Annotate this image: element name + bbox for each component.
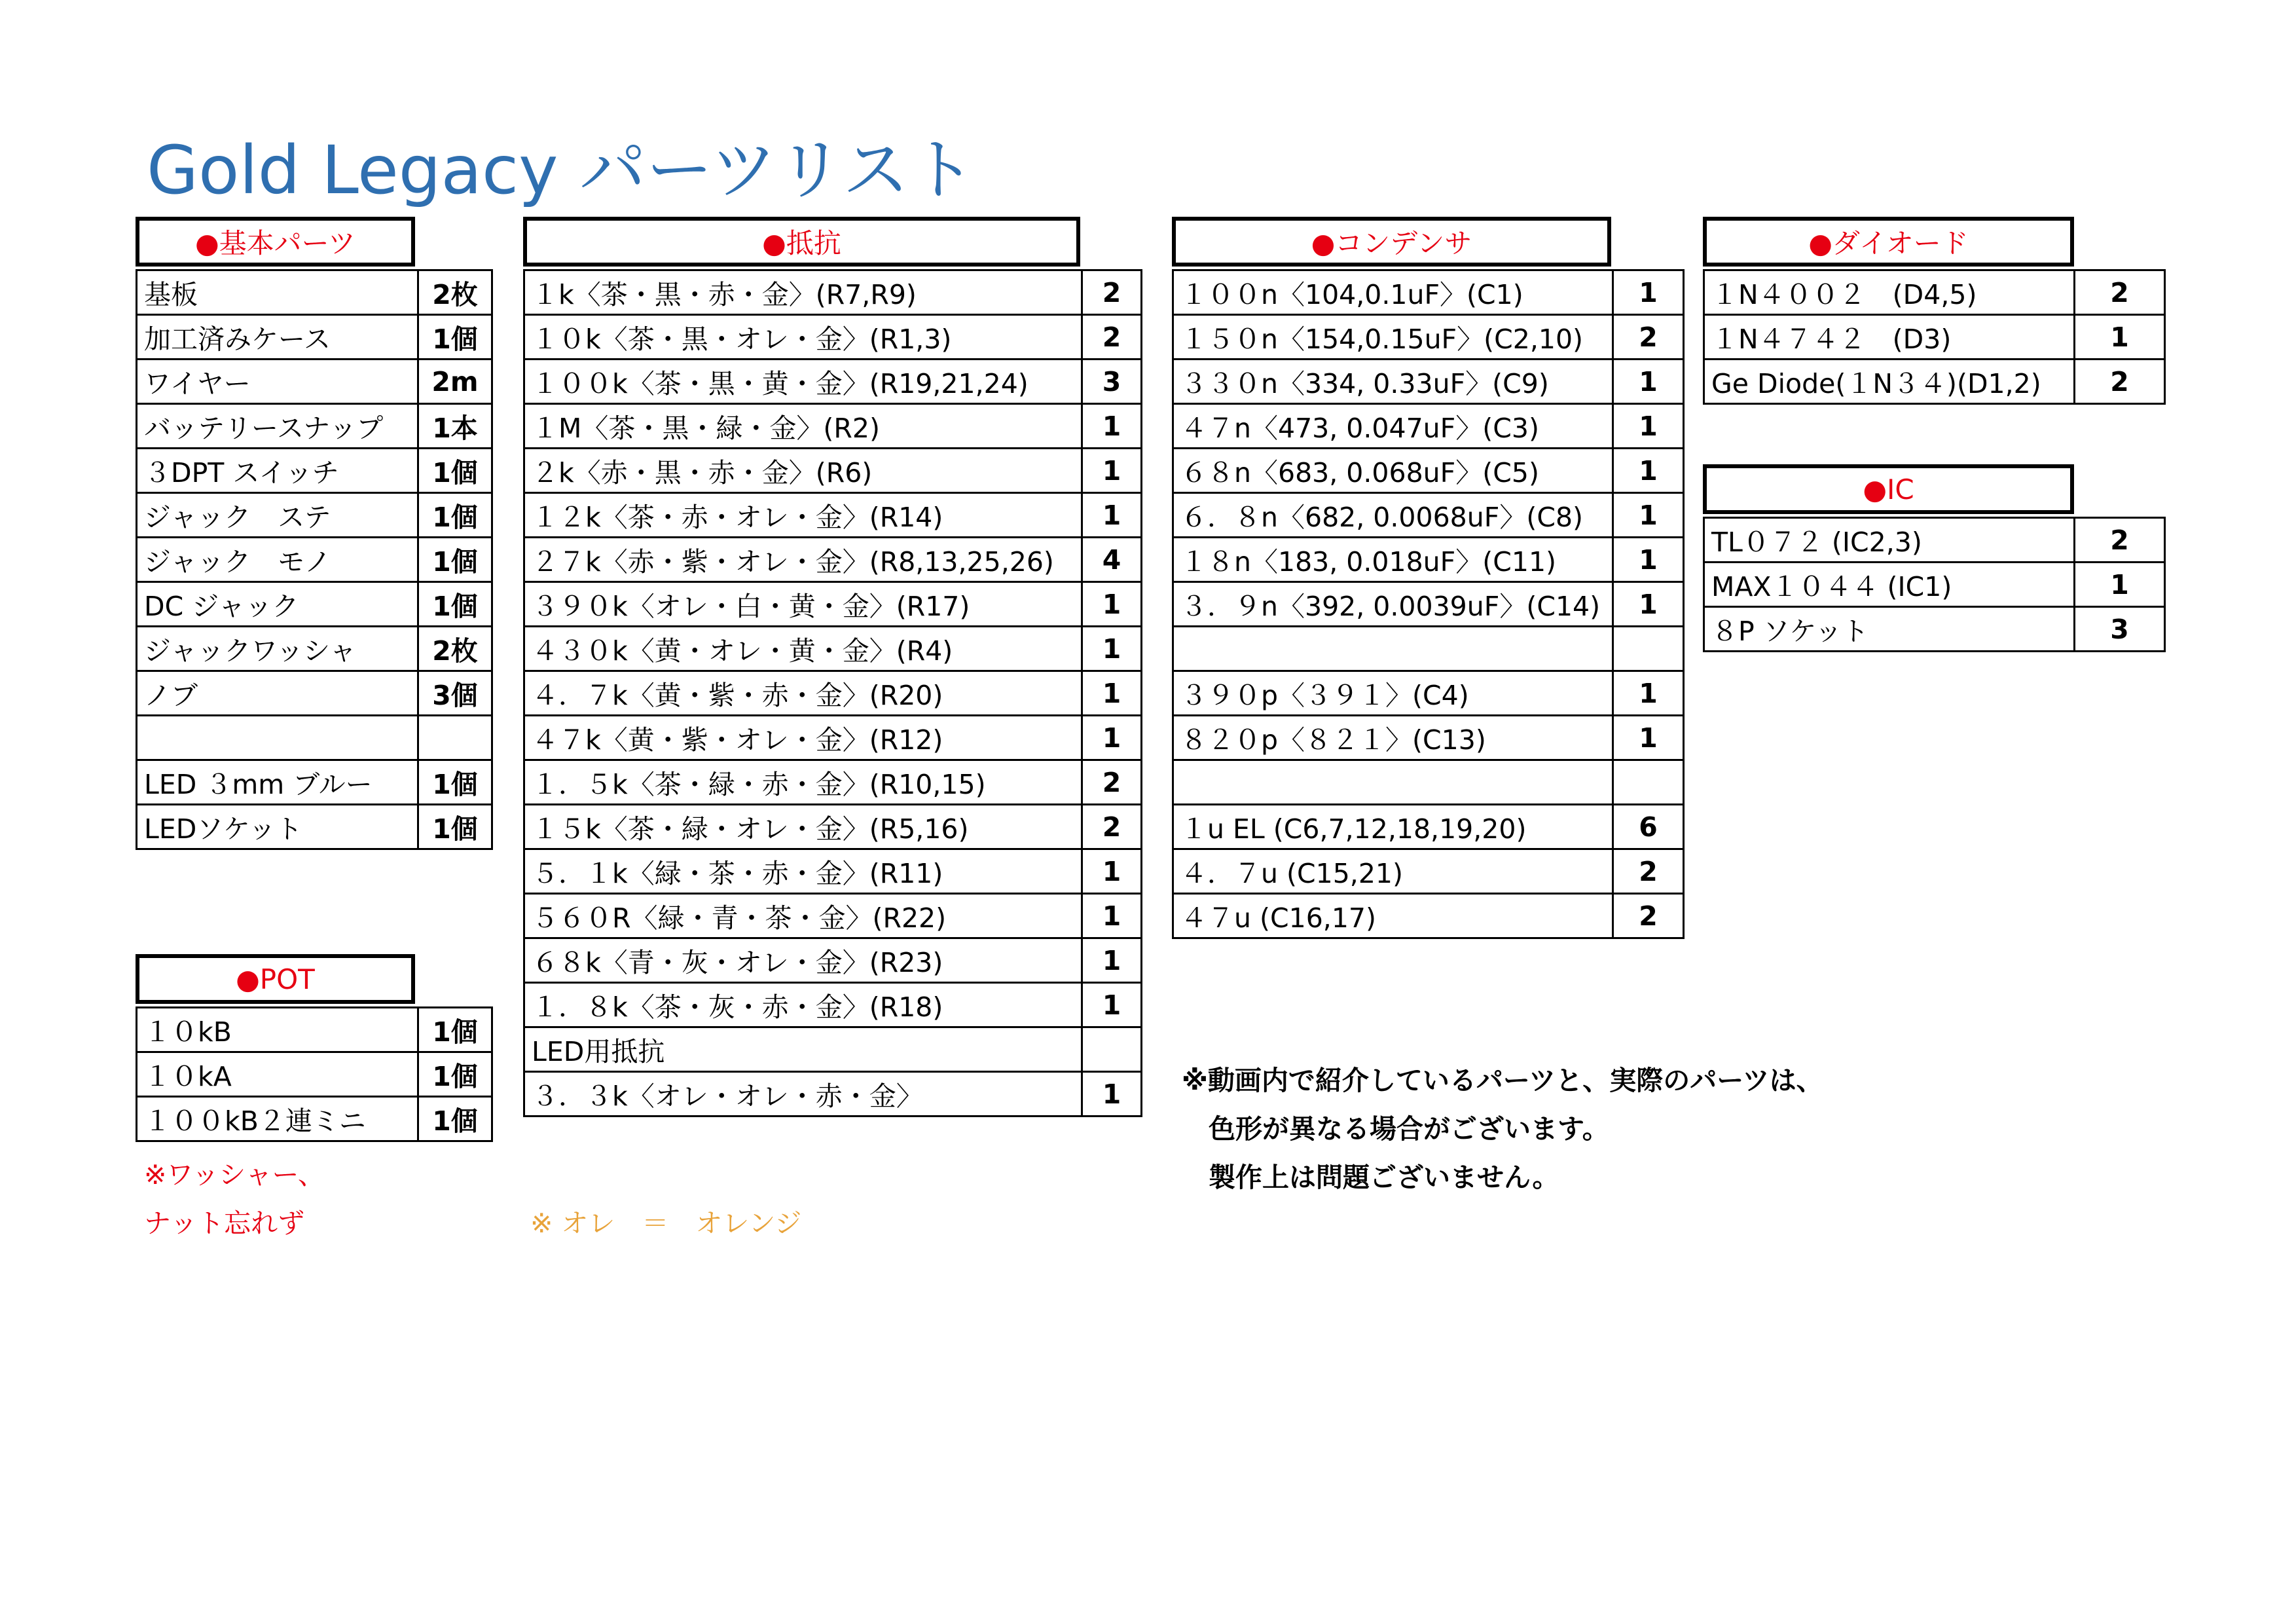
part-quantity-cell [1613,627,1684,671]
part-quantity-cell: 1個 [418,760,492,805]
pot-note-line-1: ※ワッシャー、 [144,1159,325,1190]
part-quantity-cell: 1 [2075,563,2165,607]
table-row [137,270,492,315]
part-name-cell: １．５k〈茶・緑・赤・金〉(R10,15) [524,760,1082,805]
part-name-cell: ３３０n〈334, 0.33uF〉(C9) [1173,360,1613,404]
part-name-cell: ４３０k〈黄・オレ・黄・金〉(R4) [524,627,1082,671]
part-name-cell: ６．８n〈682, 0.0068uF〉(C8) [1173,493,1613,538]
table-row [524,938,1142,983]
table-row [1173,270,1684,315]
part-quantity-cell: 1個 [418,1008,492,1052]
part-name-cell: ３９０k〈オレ・白・黄・金〉(R17) [524,582,1082,627]
table-row [524,671,1142,716]
table-row [1173,360,1684,404]
part-quantity-cell: 1個 [418,1052,492,1097]
table-row [1704,360,2165,404]
part-name-cell: DC ジャック [137,582,418,627]
part-quantity-cell: 1 [1613,582,1684,627]
table-row [137,627,492,671]
notice-line-1: ※動画内で紹介しているパーツと、実際のパーツは、 [1182,1065,1823,1096]
part-quantity-cell: 1 [1082,493,1142,538]
part-quantity-cell: 1 [1082,983,1142,1027]
part-name-cell: ４．７u (C15,21) [1173,849,1613,894]
part-quantity-cell: 2 [1613,894,1684,938]
part-quantity-cell: 2枚 [418,627,492,671]
part-quantity-cell: 1個 [418,449,492,493]
part-name-cell: ３．９n〈392, 0.0039uF〉(C14) [1173,582,1613,627]
part-name-cell: MAX１０４４ (IC1) [1704,563,2075,607]
ic-header: ●IC [1703,464,2074,514]
part-quantity-cell: 1 [1613,360,1684,404]
diode-header: ●ダイオード [1703,217,2074,267]
ic-table [1703,517,2166,652]
part-quantity-cell: 1 [2075,315,2165,360]
table-row [524,894,1142,938]
part-name-cell: ノブ [137,671,418,716]
part-name-cell: LED ３mm ブルー [137,760,418,805]
part-name-cell: ４７k〈黄・紫・オレ・金〉(R12) [524,716,1082,760]
part-name-cell: 基板 [137,270,418,315]
table-row [1704,315,2165,360]
part-quantity-cell: 2 [1613,315,1684,360]
part-name-cell: １０kB [137,1008,418,1052]
part-quantity-cell: 2 [2075,360,2165,404]
part-quantity-cell: 1 [1082,671,1142,716]
part-quantity-cell: 1 [1613,449,1684,493]
table-row [524,805,1142,849]
part-name-cell [137,716,418,760]
table-row [524,627,1142,671]
part-quantity-cell: 1 [1082,894,1142,938]
basic-parts-header: ●基本パーツ [136,217,415,267]
table-row [524,449,1142,493]
table-row [137,449,492,493]
part-quantity-cell: 1 [1082,938,1142,983]
part-quantity-cell [1613,760,1684,805]
part-name-cell: ５．１k〈緑・茶・赤・金〉(R11) [524,849,1082,894]
pot-table [136,1006,493,1142]
table-row [137,315,492,360]
resistor-table [523,269,1142,1117]
table-row [1173,538,1684,582]
part-name-cell: １u EL (C6,7,12,18,19,20) [1173,805,1613,849]
table-row [1704,607,2165,652]
part-name-cell: ３DPT スイッチ [137,449,418,493]
capacitor-table [1172,269,1685,939]
table-row [137,538,492,582]
part-name-cell: バッテリースナップ [137,404,418,449]
table-row [137,1052,492,1097]
part-quantity-cell: 2 [2075,270,2165,315]
part-quantity-cell: 2 [1082,270,1142,315]
part-quantity-cell: 2 [1082,760,1142,805]
part-quantity-cell: 1個 [418,805,492,849]
part-quantity-cell: 1 [1082,582,1142,627]
part-quantity-cell: 3 [1082,360,1142,404]
table-row [137,360,492,404]
part-name-cell: ３９０p〈３９１〉(C4) [1173,671,1613,716]
table-row [1173,894,1684,938]
part-quantity-cell: 3個 [418,671,492,716]
part-name-cell: ジャック ステ [137,493,418,538]
part-quantity-cell: 3 [2075,607,2165,652]
table-row [1704,518,2165,563]
part-name-cell: ２７k〈赤・紫・オレ・金〉(R8,13,25,26) [524,538,1082,582]
capacitor-header: ●コンデンサ [1172,217,1611,267]
part-quantity-cell: 1個 [418,582,492,627]
table-row [1173,849,1684,894]
table-row [524,1027,1142,1072]
notice-line-2: 色形が異なる場合がございます。 [1182,1113,1609,1145]
part-name-cell: １０kA [137,1052,418,1097]
table-row [1173,627,1684,671]
table-row [137,1097,492,1141]
part-name-cell: １００k〈茶・黒・黄・金〉(R19,21,24) [524,360,1082,404]
part-name-cell: ジャック モノ [137,538,418,582]
part-name-cell: ６８k〈青・灰・オレ・金〉(R23) [524,938,1082,983]
part-name-cell: ４７n〈473, 0.047uF〉(C3) [1173,404,1613,449]
part-name-cell: ワイヤー [137,360,418,404]
part-name-cell: LEDソケット [137,805,418,849]
table-row [1704,270,2165,315]
part-name-cell: ４．７k〈黄・紫・赤・金〉(R20) [524,671,1082,716]
part-name-cell: １M〈茶・黒・緑・金〉(R2) [524,404,1082,449]
part-name-cell: １５０n〈154,0.15uF〉(C2,10) [1173,315,1613,360]
part-name-cell: ８P ソケット [1704,607,2075,652]
part-quantity-cell: 2 [1613,849,1684,894]
part-quantity-cell: 2m [418,360,492,404]
part-name-cell: ５６０R〈緑・青・茶・金〉(R22) [524,894,1082,938]
table-row [524,315,1142,360]
part-quantity-cell: 1 [1082,404,1142,449]
table-row [1173,760,1684,805]
notice-line-3: 製作上は問題ございません。 [1182,1162,1559,1193]
part-quantity-cell [1082,1027,1142,1072]
part-quantity-cell: 1 [1613,493,1684,538]
table-row [1173,805,1684,849]
part-quantity-cell: 1個 [418,1097,492,1141]
part-quantity-cell: 1個 [418,315,492,360]
part-quantity-cell: 1 [1613,404,1684,449]
table-row [524,716,1142,760]
part-name-cell: Ge Diode(１N３４)(D1,2) [1704,360,2075,404]
table-row [524,582,1142,627]
part-name-cell: LED用抵抗 [524,1027,1082,1072]
table-row [137,671,492,716]
table-row [1173,671,1684,716]
page-title: Gold Legacy パーツリスト [147,132,976,210]
pot-header: ●POT [136,954,415,1004]
part-quantity-cell: 2 [2075,518,2165,563]
table-row [1173,493,1684,538]
table-row [137,760,492,805]
table-row [137,716,492,760]
table-row [524,849,1142,894]
part-name-cell: １N４００２ (D4,5) [1704,270,2075,315]
part-name-cell [1173,760,1613,805]
part-quantity-cell: 2 [1082,315,1142,360]
part-name-cell: １２k〈茶・赤・オレ・金〉(R14) [524,493,1082,538]
table-row [137,404,492,449]
part-name-cell: １N４７４２ (D3) [1704,315,2075,360]
part-quantity-cell: 1 [1082,627,1142,671]
table-row [524,493,1142,538]
part-name-cell: ８２０p〈８２１〉(C13) [1173,716,1613,760]
part-quantity-cell [418,716,492,760]
part-quantity-cell: 1個 [418,493,492,538]
table-row [524,760,1142,805]
part-quantity-cell: 1個 [418,538,492,582]
table-row [524,983,1142,1027]
basic-parts-table [136,269,493,850]
part-quantity-cell: 1 [1082,849,1142,894]
part-quantity-cell: 1 [1082,449,1142,493]
table-row [137,582,492,627]
table-row [137,805,492,849]
pot-note-line-2: ナット忘れず [144,1208,305,1239]
part-quantity-cell: 1 [1082,1072,1142,1116]
part-name-cell [1173,627,1613,671]
table-row [524,270,1142,315]
diode-table [1703,269,2166,405]
table-row [1173,404,1684,449]
table-row [1704,563,2165,607]
table-row [137,1008,492,1052]
part-name-cell: １０k〈茶・黒・オレ・金〉(R1,3) [524,315,1082,360]
table-row [524,360,1142,404]
part-name-cell: １．８k〈茶・灰・赤・金〉(R18) [524,983,1082,1027]
part-quantity-cell: 1 [1082,716,1142,760]
part-name-cell: １k〈茶・黒・赤・金〉(R7,R9) [524,270,1082,315]
part-quantity-cell: 2枚 [418,270,492,315]
part-name-cell: １００kB２連ミニ [137,1097,418,1141]
part-quantity-cell: 1本 [418,404,492,449]
part-name-cell: １５k〈茶・緑・オレ・金〉(R5,16) [524,805,1082,849]
part-name-cell: TL０７２ (IC2,3) [1704,518,2075,563]
part-name-cell: １００n〈104,0.1uF〉(C1) [1173,270,1613,315]
part-name-cell: ６８n〈683, 0.068uF〉(C5) [1173,449,1613,493]
part-quantity-cell: 1 [1613,538,1684,582]
table-row [524,1072,1142,1116]
resistor-header: ●抵抗 [523,217,1080,267]
part-name-cell: ４７u (C16,17) [1173,894,1613,938]
part-quantity-cell: 1 [1613,671,1684,716]
table-row [1173,582,1684,627]
part-name-cell: 加工済みケース [137,315,418,360]
table-row [524,404,1142,449]
part-name-cell: ３．３k〈オレ・オレ・赤・金〉 [524,1072,1082,1116]
resistor-color-note: ※ オレ ＝ オレンジ [530,1208,802,1239]
part-name-cell: ジャックワッシャ [137,627,418,671]
part-name-cell: ２k〈赤・黒・赤・金〉(R6) [524,449,1082,493]
table-row [1173,315,1684,360]
part-quantity-cell: 1 [1613,716,1684,760]
table-row [1173,716,1684,760]
table-row [137,493,492,538]
table-row [524,538,1142,582]
table-row [1173,449,1684,493]
part-name-cell: １８n〈183, 0.018uF〉(C11) [1173,538,1613,582]
part-quantity-cell: 1 [1613,270,1684,315]
part-quantity-cell: 4 [1082,538,1142,582]
part-quantity-cell: 2 [1082,805,1142,849]
part-quantity-cell: 6 [1613,805,1684,849]
